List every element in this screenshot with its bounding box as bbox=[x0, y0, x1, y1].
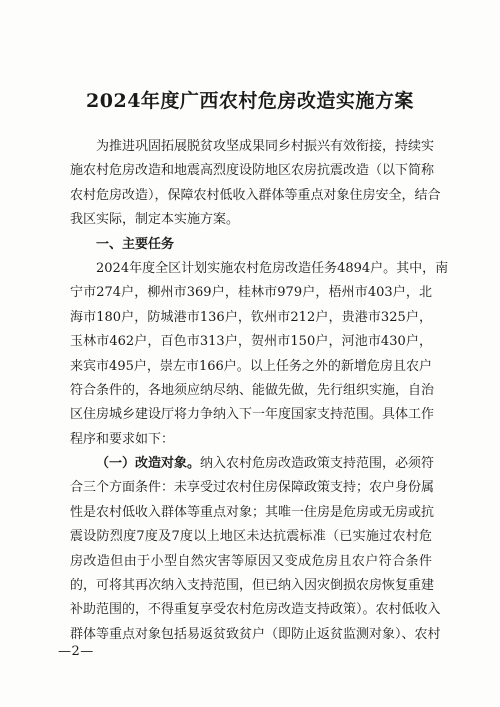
paragraph-line: 海市180户，防城港市136户，钦州市212户，贵港市325户， bbox=[70, 309, 432, 325]
subsection-line-with-tail bbox=[70, 598, 441, 622]
paragraph-line: 程序和要求如下： bbox=[70, 431, 175, 447]
document-body bbox=[70, 135, 449, 647]
intro-line: 我区实际，制定本实施方案。 bbox=[70, 212, 240, 228]
subsection-first-line bbox=[70, 452, 435, 476]
paragraph-line: 区住房城乡建设厅将力争纳入下一年度国家支持范围。具体工作 bbox=[70, 407, 435, 423]
subsection-label: （一）改造对象。 bbox=[96, 456, 201, 472]
subsection-first-text: 纳入农村危房改造政策支持范围，必须符 bbox=[200, 456, 435, 472]
subsection-line: 群体等重点对象包括易返贫致贫户（即防止返贫监测对象）、农村 bbox=[70, 626, 441, 642]
paragraph-line: 玉林市462户，百色市313户，贺州市150户，河池市430户， bbox=[70, 334, 432, 350]
subsection-line-text: 补助范围的，不得重复享受农村危房改造支持政策）。 bbox=[70, 602, 376, 618]
subsection-line: 的，可将其再次纳入支持范围，但已纳入因灾倒损农房恢复重建 bbox=[70, 578, 435, 594]
subsection-line: 性是农村低收入群体等重点对象；其唯一住房是危房或无房或抗 bbox=[70, 504, 435, 520]
paragraph-line: 2024年度全区计划实施农村危房改造任务4894户。其中，南 bbox=[96, 260, 449, 276]
paragraph-line: 宁市274户，柳州市369户，桂林市979户，梧州市403户，北 bbox=[70, 285, 432, 301]
paragraph-line: 来宾市495户，崇左市166户。以上任务之外的新增危房且农户 bbox=[70, 358, 432, 374]
subsection-line-tail: 农村低收入 bbox=[375, 602, 441, 618]
page-number: —2— bbox=[58, 644, 94, 659]
document-title: 2024年度广西农村危房改造实施方案 bbox=[86, 90, 414, 112]
subsection-line: 房改造但由于小型自然灾害等原因又变成危房且农户符合条件 bbox=[70, 553, 432, 569]
intro-line: 农村危房改造），保障农村低收入群体等重点对象住房安全，结合 bbox=[70, 187, 441, 203]
intro-line: 施农村危房改造和地震高烈度设防地区农房抗震改造（以下简称 bbox=[70, 163, 435, 179]
subsection-line: 震设防烈度7度及7度以上地区未达抗震标准（已实施过农村危 bbox=[70, 529, 432, 545]
section-heading: 一、主要任务 bbox=[96, 236, 175, 252]
paragraph-line: 符合条件的，各地须应纳尽纳、能做先做，先行组织实施，自治 bbox=[70, 382, 435, 398]
intro-line: 为推进巩固拓展脱贫攻坚成果同乡村振兴有效衔接，持续实 bbox=[96, 139, 435, 154]
subsection-line: 合三个方面条件：未享受过农村住房保障政策支持；农户身份属 bbox=[70, 480, 435, 496]
